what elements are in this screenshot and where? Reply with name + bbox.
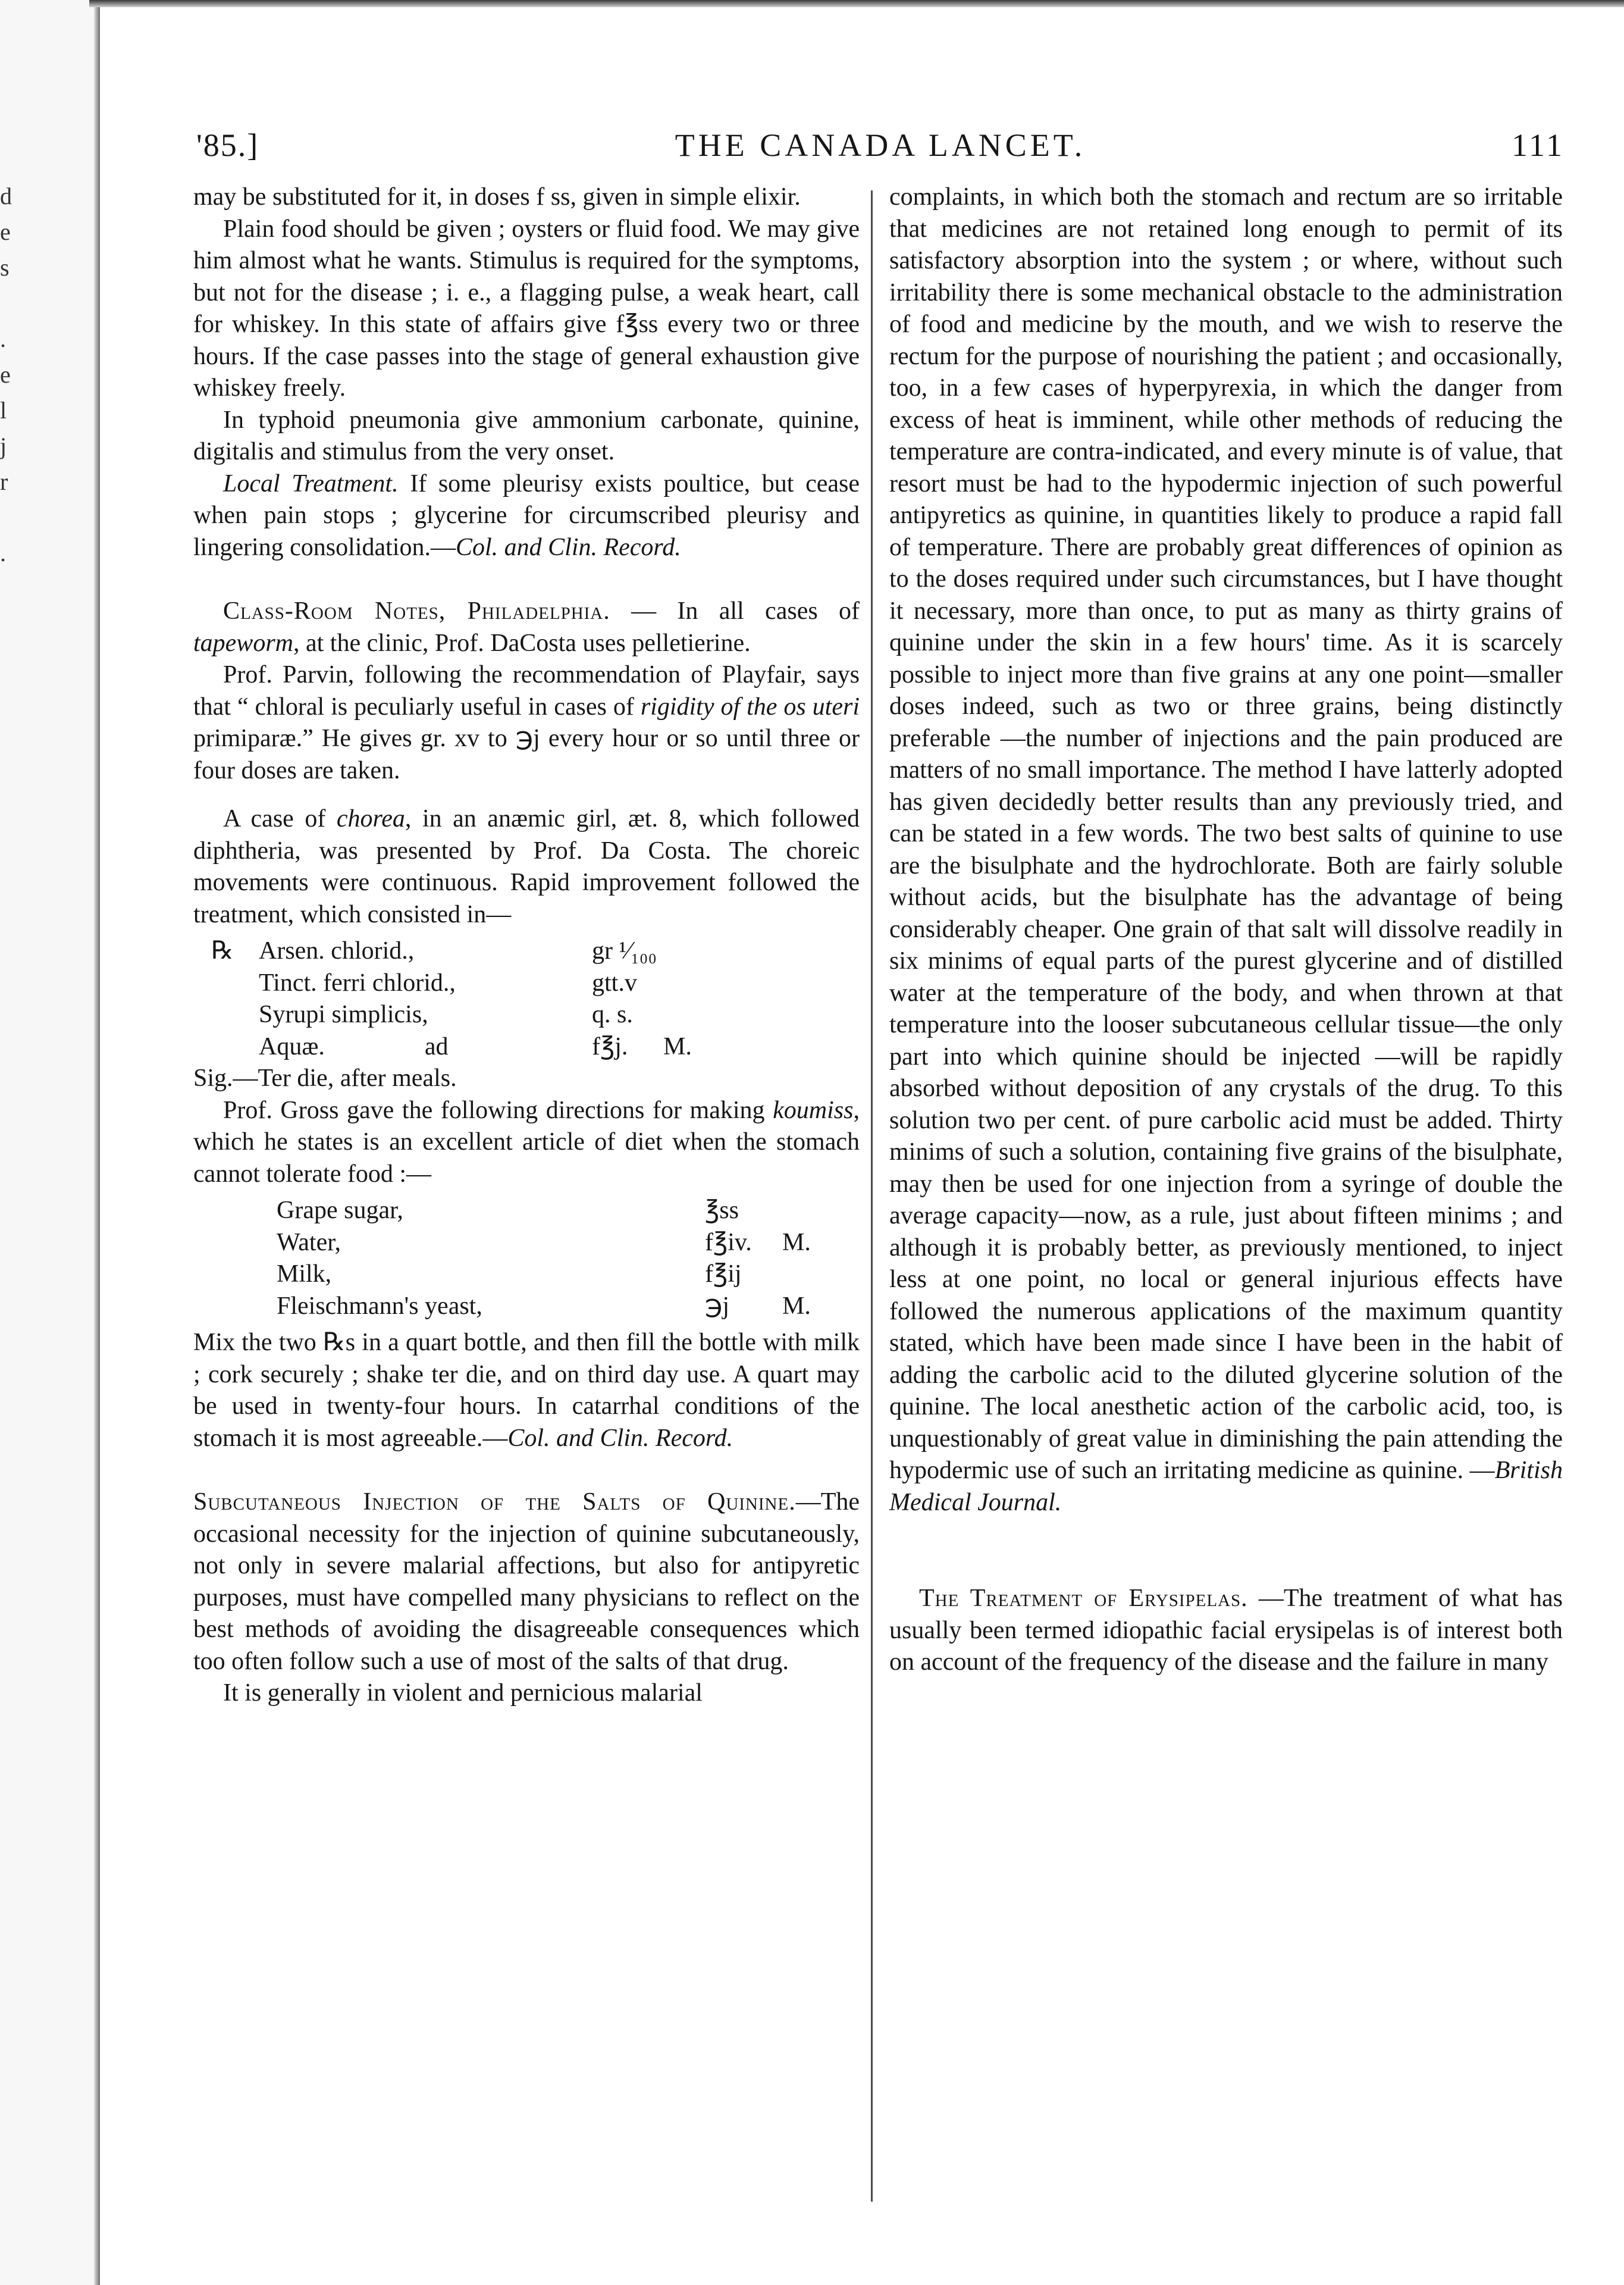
margin-fragment: s xyxy=(0,254,10,281)
paragraph: Subcutaneous Injection of the Salts of Quinine.—The occasional necessity for the injection of quinine subcutaneously, not only in severe malarial affections, but also for antipyretic purposes, must have compelled many physicians to reflect on the best methods of avoiding the disagreeable consequences which too often follow such a use of most of the salts of that drug. xyxy=(193,1488,860,1675)
margin-fragment xyxy=(0,286,36,321)
paragraph: A case of chorea, in an anæmic girl, æt. 8, which followed diphtheria, was presented by Prof. Da Costa. The choreic movements were continuous. Rapid improvement followed the treatment, which consisted in— xyxy=(193,805,860,928)
section-heading: Subcutaneous Injection of the Salts of Quinine. xyxy=(193,1488,796,1516)
prescription-line: ℞ Arsen. chlorid., gr ¹⁄₁₀₀ xyxy=(211,935,860,968)
paragraph: Local Treatment. If some pleurisy exists poultice, but cease when pain stops ; glycerine for circumscribed pleurisy and lingering consolidation.—Col. and Clin. Record. xyxy=(193,469,860,561)
paragraph: Class-Room Notes, Philadelphia. — In all cases of tapeworm, at the clinic, Prof. DaCosta uses pelletierine. xyxy=(193,597,860,657)
paragraph: complaints, in which both the stomach and rectum are so irritable that medicines are not retained long enough to permit of its satisfactory absorption into the system ; or where, without such irritability there is some mechanical obstacle to the administration of food and medicine by the mouth, and we wish to reserve the rectum for the purpose of nourishing the patient ; and occasionally, too, in a few cases of hyperpyrexia, in which the danger from excess of heat is imminent, while other methods of reducing the temperature are contra-indicated, and every minute is of value, that resort must be had to the hypodermic injection of such powerful antipyretics as quinine, in quantities likely to produce a rapid fall of temperature. There are probably great differences of opinion as to the doses required under such circumstances, but I have thought it necessary, more than once, to put as many as thirty grains of quinine under the skin in a few hours' time. As it is scarcely possible to inject more than five grains at any one point—smaller doses indeed, such as two or three grains, being distinctly preferable —the number of injections and the pain produced are matters of no small importance. The method I have latterly adopted has given decidedly better results than any previously tried, and can be stated in a few words. The two best salts of quinine to use are the bisulphate and the hydrochlorate. Both are fairly soluble without acids, but the bisulphate has the advantage of being considerably cheaper. One grain of that salt will dissolve readily in six minims of equal parts of the purest glycerine and of distilled water at the temperature of the body, and when thrown at that temperature into the looser subcutaneous cellular tissue—the only part into which quinine should be injected —will be rapidly absorbed without deposition of any crystals of the drug. To this solution two per cent. of pure carbolic acid must be added. Thirty minims of such a solution, containing five grains of the bisulphate, may then be used for one injection from a syringe of double the average capacity—now, as a rule, just about fifteen minims ; and although it is probably better, as previously mentioned, to inject less at one point, no local or general injurious effects have followed the numerous applications of the maximum quantity stated, which have been made since I have been in the habit of adding the carbolic acid to the diluted glycerine solution of the quinine. The local anesthetic action of the carbolic acid, too, is unquestionably of great value in diminishing the pain attending the hypodermic use of such an irritating medicine as quinine. —British Medical Journal. xyxy=(889,183,1563,1516)
previous-page-fragments xyxy=(0,179,36,571)
prescription-line: Aquæ. ad f℥j. M. xyxy=(259,1032,692,1060)
margin-fragment: r xyxy=(0,468,8,495)
prescription-line: Milk, f℥ij xyxy=(277,1260,742,1288)
header-year: '85.] xyxy=(196,127,259,163)
paragraph: Prof. Gross gave the following directions for making koumiss, which he states is an excellent article of diet when the stomach cannot tolerate food :— xyxy=(193,1096,860,1188)
right-column xyxy=(889,181,1563,1679)
section-heading: The Treatment of Erysipelas. xyxy=(919,1585,1248,1612)
page-header xyxy=(196,116,1565,181)
citation: Col. and Clin. Record. xyxy=(507,1424,733,1452)
prescription-koumiss xyxy=(277,1195,860,1322)
margin-fragment: . xyxy=(0,325,6,352)
paragraph: The Treatment of Erysipelas. —The treatment of what has usually been termed idiopathic facial erysipelas is of interest both on account of the frequency of the disease and the failure in many xyxy=(889,1585,1563,1676)
subheading-local-treatment: Local Treatment. xyxy=(223,469,399,497)
section-heading: Class-Room Notes, Philadelphia. xyxy=(223,597,610,625)
margin-fragment: . xyxy=(0,540,6,566)
paragraph: Plain food should be given ; oysters or fluid food. We may give him almost what he wants. Stimulus is required for the symptoms, but not for the disease ; i. e., a flagging pulse, a weak heart, call for whiskey. In this state of affairs give f℥ss every two or three hours. If the case passes into the stage of general exhaustion give whiskey freely. xyxy=(193,215,860,402)
paragraph: Mix the two ℞s in a quart bottle, and then fill the bottle with milk ; cork securely ; shake ter die, and on third day use. A quart may be used in twenty-four hours. In catarrhal conditions of the stomach it is most agreeable.—Col. and Clin. Record. xyxy=(193,1329,860,1452)
journal-title: THE CANADA LANCET. xyxy=(675,127,1086,163)
margin-fragment: d xyxy=(0,183,12,209)
prescription-line: Fleischmann's yeast, ℈j M. xyxy=(277,1292,811,1320)
recipe-symbol: ℞ xyxy=(211,937,234,965)
paragraph: may be substituted for it, in doses f ss, given in simple elixir. xyxy=(193,183,801,211)
citation: Col. and Clin. Record. xyxy=(455,533,681,561)
margin-fragment: j xyxy=(0,433,7,459)
signa-line: Sig.—Ter die, after meals. xyxy=(193,1065,457,1092)
margin-fragment: e xyxy=(0,361,11,388)
left-column xyxy=(193,181,860,1710)
margin-fragment: e xyxy=(0,218,11,245)
prescription-line: Grape sugar, ℥ss xyxy=(277,1197,739,1224)
column-divider xyxy=(871,190,873,2202)
paragraph: It is generally in violent and pernicious malarial xyxy=(223,1679,703,1707)
paragraph: In typhoid pneumonia give ammonium carbonate, quinine, digitalis and stimulus from the very onset. xyxy=(193,406,860,465)
prescription-line: Water, f℥iv. M. xyxy=(277,1228,811,1256)
scan-top-edge xyxy=(89,0,1624,7)
citation: British Medical Journal. xyxy=(889,1457,1563,1516)
prescription-chorea xyxy=(211,935,860,1063)
margin-fragment xyxy=(0,500,36,536)
paragraph: Prof. Parvin, following the recommendation of Playfair, says that “ chloral is peculiarly useful in cases of rigidity of the os uteri primiparæ.” He gives gr. xv to ℈j every hour or so until three or four doses are taken. xyxy=(193,661,860,784)
margin-fragment: l xyxy=(0,397,7,424)
page-number: 111 xyxy=(1512,127,1565,163)
prescription-line: Tinct. ferri chlorid., gtt.v xyxy=(259,969,637,997)
prescription-line: Syrupi simplicis, q. s. xyxy=(259,1001,633,1028)
